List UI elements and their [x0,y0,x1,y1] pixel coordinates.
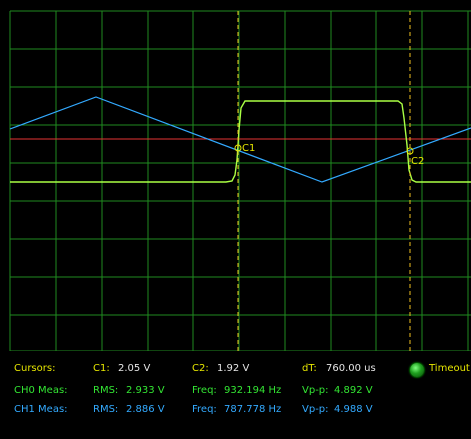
ch1-vpp-label: Vp-p: [302,404,329,415]
ch1-rms-label: RMS: [93,404,119,415]
ch1-rms-value: 2.886 V [126,404,165,415]
cursor-c2-readout-label: C2: [192,363,209,374]
ch1-meas-label: CH1 Meas: [14,404,68,415]
ch0-rms-label: RMS: [93,385,119,396]
ch1-vpp-value: 4.988 V [334,404,373,415]
ch1-freq-value: 787.778 Hz [224,404,282,415]
ch0-rms-value: 2.933 V [126,385,165,396]
ch0-vpp-label: Vp-p: [302,385,329,396]
ch0-meas-label: CH0 Meas: [14,385,68,396]
timeout-label: Timeout [429,363,470,374]
cursor-c1-label: C1 [242,143,256,154]
cursor-dt-label: dT: [302,363,317,374]
ch0-freq-value: 932.194 Hz [224,385,282,396]
cursor-c1-readout-label: C1: [93,363,110,374]
measurement-panel [0,351,471,439]
cursor-c1-readout-value: 2.05 V [118,363,151,374]
cursors-label: Cursors: [14,363,56,374]
ch0-vpp-value: 4.892 V [334,385,373,396]
cursor-c2-readout-value: 1.92 V [217,363,250,374]
timeout-indicator-led-icon [410,363,424,377]
cursor-dt-value: 760.00 us [326,363,376,374]
ch0-freq-label: Freq: [192,385,217,396]
cursor-c2-label: C2 [411,156,425,167]
ch1-freq-label: Freq: [192,404,217,415]
